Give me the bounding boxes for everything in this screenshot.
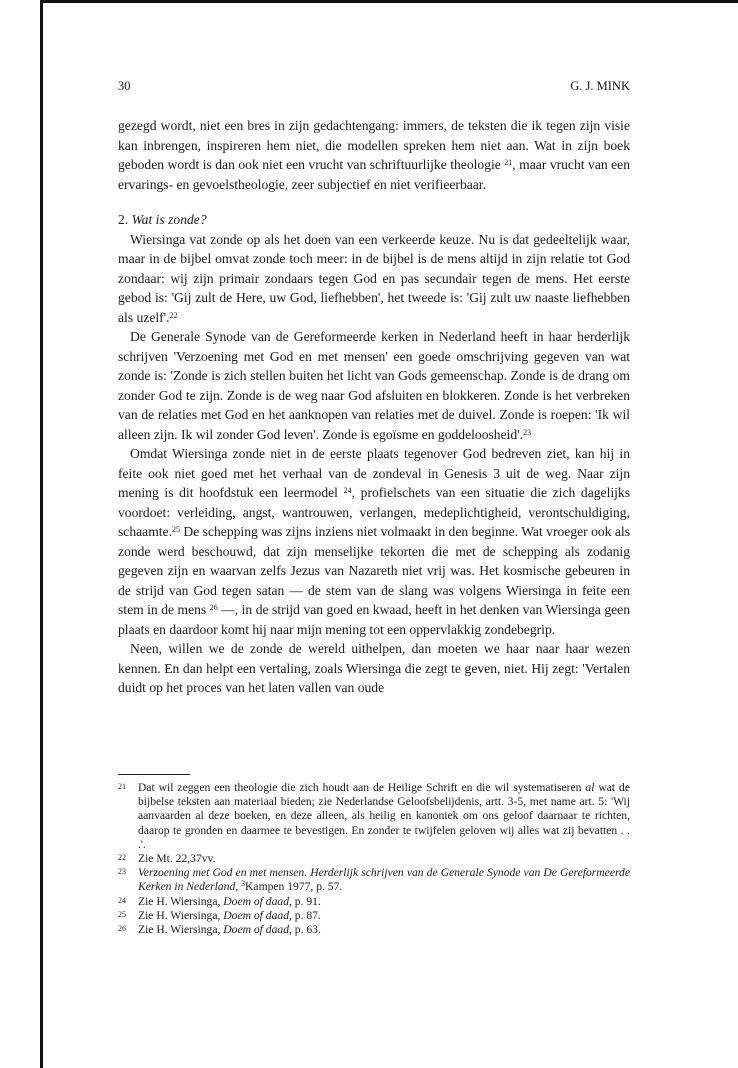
paragraph-5: Neen, willen we de zonde de wereld uithelpen, dan moeten we haar naar haar wezen kennen. En dan helpt een vertaling, zoals Wiersinga die zegt te geven, niet. Hij zegt: 'Vertalen duidt op het proces van het laten vallen van oude	[118, 641, 630, 695]
footnote-ref-24[interactable]: 24	[343, 486, 352, 495]
footnote-ref-23[interactable]: 23	[523, 427, 532, 437]
footnote-ref-21[interactable]: 21	[504, 158, 513, 167]
footnote-26: 26 Zie H. Wiersinga, Doem of daad, p. 63.	[118, 923, 321, 937]
paragraph-3: De Generale Synode van de Gereformeerde kerken in Nederland heeft in haar herderlijk schrijven 'Verzoening met God en met mensen' een goede omschrijving gegeven van wat zonde is: 'Zonde is zich stellen buiten het licht van Gods gemeenschap. Zonde is de drang om zonder God te zijn. Zonde is de weg naar God afsluiten en blokkeren. Zonde is het verbreken van de relaties met God en het aanknopen van relaties met de duivel. Zonde is roepen: 'Ik wil alleen zijn. Ik wil zonder God leven'. Zonde is egoïsme en goddeloosheid'.$^{23}$	[118, 329, 630, 442]
footnote-number: 25	[118, 909, 126, 919]
section-title: Wat is zonde?	[131, 212, 207, 227]
paragraph-1: gezegd wordt, niet een bres in zijn gedachtengang: immers, de teksten die ik tegen zijn visie kan inbrengen, inspireren hem niet, die modellen spreken hem niet aan. Wat in zijn boek geboden wordt is dan ook niet een vrucht van schriftuurlijke theologie $^{21}$, maar vrucht van een ervarings- en gevoelstheologie, zeer subjectief en niet verifieerbaar.	[118, 118, 630, 192]
footnote-ref-25[interactable]: 25	[171, 525, 180, 534]
footnote-number: 21	[118, 782, 126, 791]
paragraph-2: Wiersinga vat zonde op als het doen van een verkeerde keuze. Nu is dat gedeeltelijk waar, maar in de bijbel omvat zonde toch meer: in de bijbel is de mens altijd in zijn relatie tot God zondaar: wij zijn primair zondaars tegen God en pas secundair tegen de mens. Het eerste gebod is: 'Gij zult de Here, uw God, liefhebben', het tweede is: 'Gij zult uw naaste liefhebben als uzelf'.$^{22}$	[118, 231, 630, 325]
body-text	[118, 116, 630, 698]
footnote-number: 23	[118, 867, 126, 877]
footnote-25: 25 Zie H. Wiersinga, Doem of daad, p. 87.	[118, 908, 321, 922]
section-number: 2.	[118, 212, 129, 227]
footnotes	[118, 781, 630, 937]
footnote-number: 22	[118, 853, 126, 863]
running-head-author: G. J. MINK	[570, 79, 630, 93]
footnote-separator	[118, 774, 190, 775]
running-header	[118, 79, 630, 95]
footnote-number: 24	[118, 895, 126, 905]
footnote-ref-22[interactable]: 22	[169, 310, 178, 320]
footnote-24: 24 Zie H. Wiersinga, Doem of daad, p. 91.	[118, 894, 321, 908]
page-left-border	[40, 0, 43, 1068]
section-heading	[118, 210, 630, 230]
footnote-ref-26[interactable]: 26	[209, 603, 218, 612]
footnote-number: 26	[118, 924, 126, 934]
paragraph-4: Omdat Wiersinga zonde niet in de eerste plaats tegenover God bedreven ziet, kan hij in feite ook niet goed met het verhaal van de zondeval in Genesis 3 uit de weg. Naar zijn mening is dit hoofdstuk een leermodel $^{24}$, profielschets van een situatie die zich dagelijks voordoet: verleiding, angst, wantrouwen, verlangen, medeplichtigheid, verontschuldiging, schaamte.$^{25}$ De schepping was zijns inziens niet volmaakt in den beginne. Wat vroeger ook als zonde werd beschouwd, dat zijn menselijke tekorten die met de schepping als zodanig gegeven zijn en waarvan zelfs Jezus van Nazareth niet vrij was. Het kosmische gebeuren in de strijd van God tegen satan — de stem van de slang was volgens Wiersinga in feite een stem in de mens $^{26}$ —, in de strijd van goed en kwaad, heeft in het denken van Wiersinga geen plaats en daardoor komt hij naar mijn mening tot een oppervlakkig zondebegrip.	[118, 446, 630, 637]
page-number: 30	[118, 79, 131, 93]
footnote-23: 23 Verzoening met God en met mensen. Herderlijk schrijven van de Generale Synode van De Gereformeerde Kerken in Nederland, $^3$Kampen 1977, p. 57.	[118, 866, 630, 894]
footnote-21: 21 Dat wil zeggen een theologie die zich houdt aan de Heilige Schrift en die wil systematiseren al wat de bijbelse teksten aan materiaal bieden; zie Nederlandse Geloofsbelijdenis, artt. 3-5, met name art. 5: 'Wij aanvaarden al deze boeken, en deze alleen, als heilig en kanoniek om ons geloof daarnaar te richten, daarop te gronden en daarmee te bevestigen. En zonder te twijfelen geloven wij alles wat zij bevatten . . .'.	[118, 781, 630, 851]
footnote-22: 22 Zie Mt. 22,37vv.	[118, 852, 216, 866]
page-top-border	[40, 0, 738, 3]
